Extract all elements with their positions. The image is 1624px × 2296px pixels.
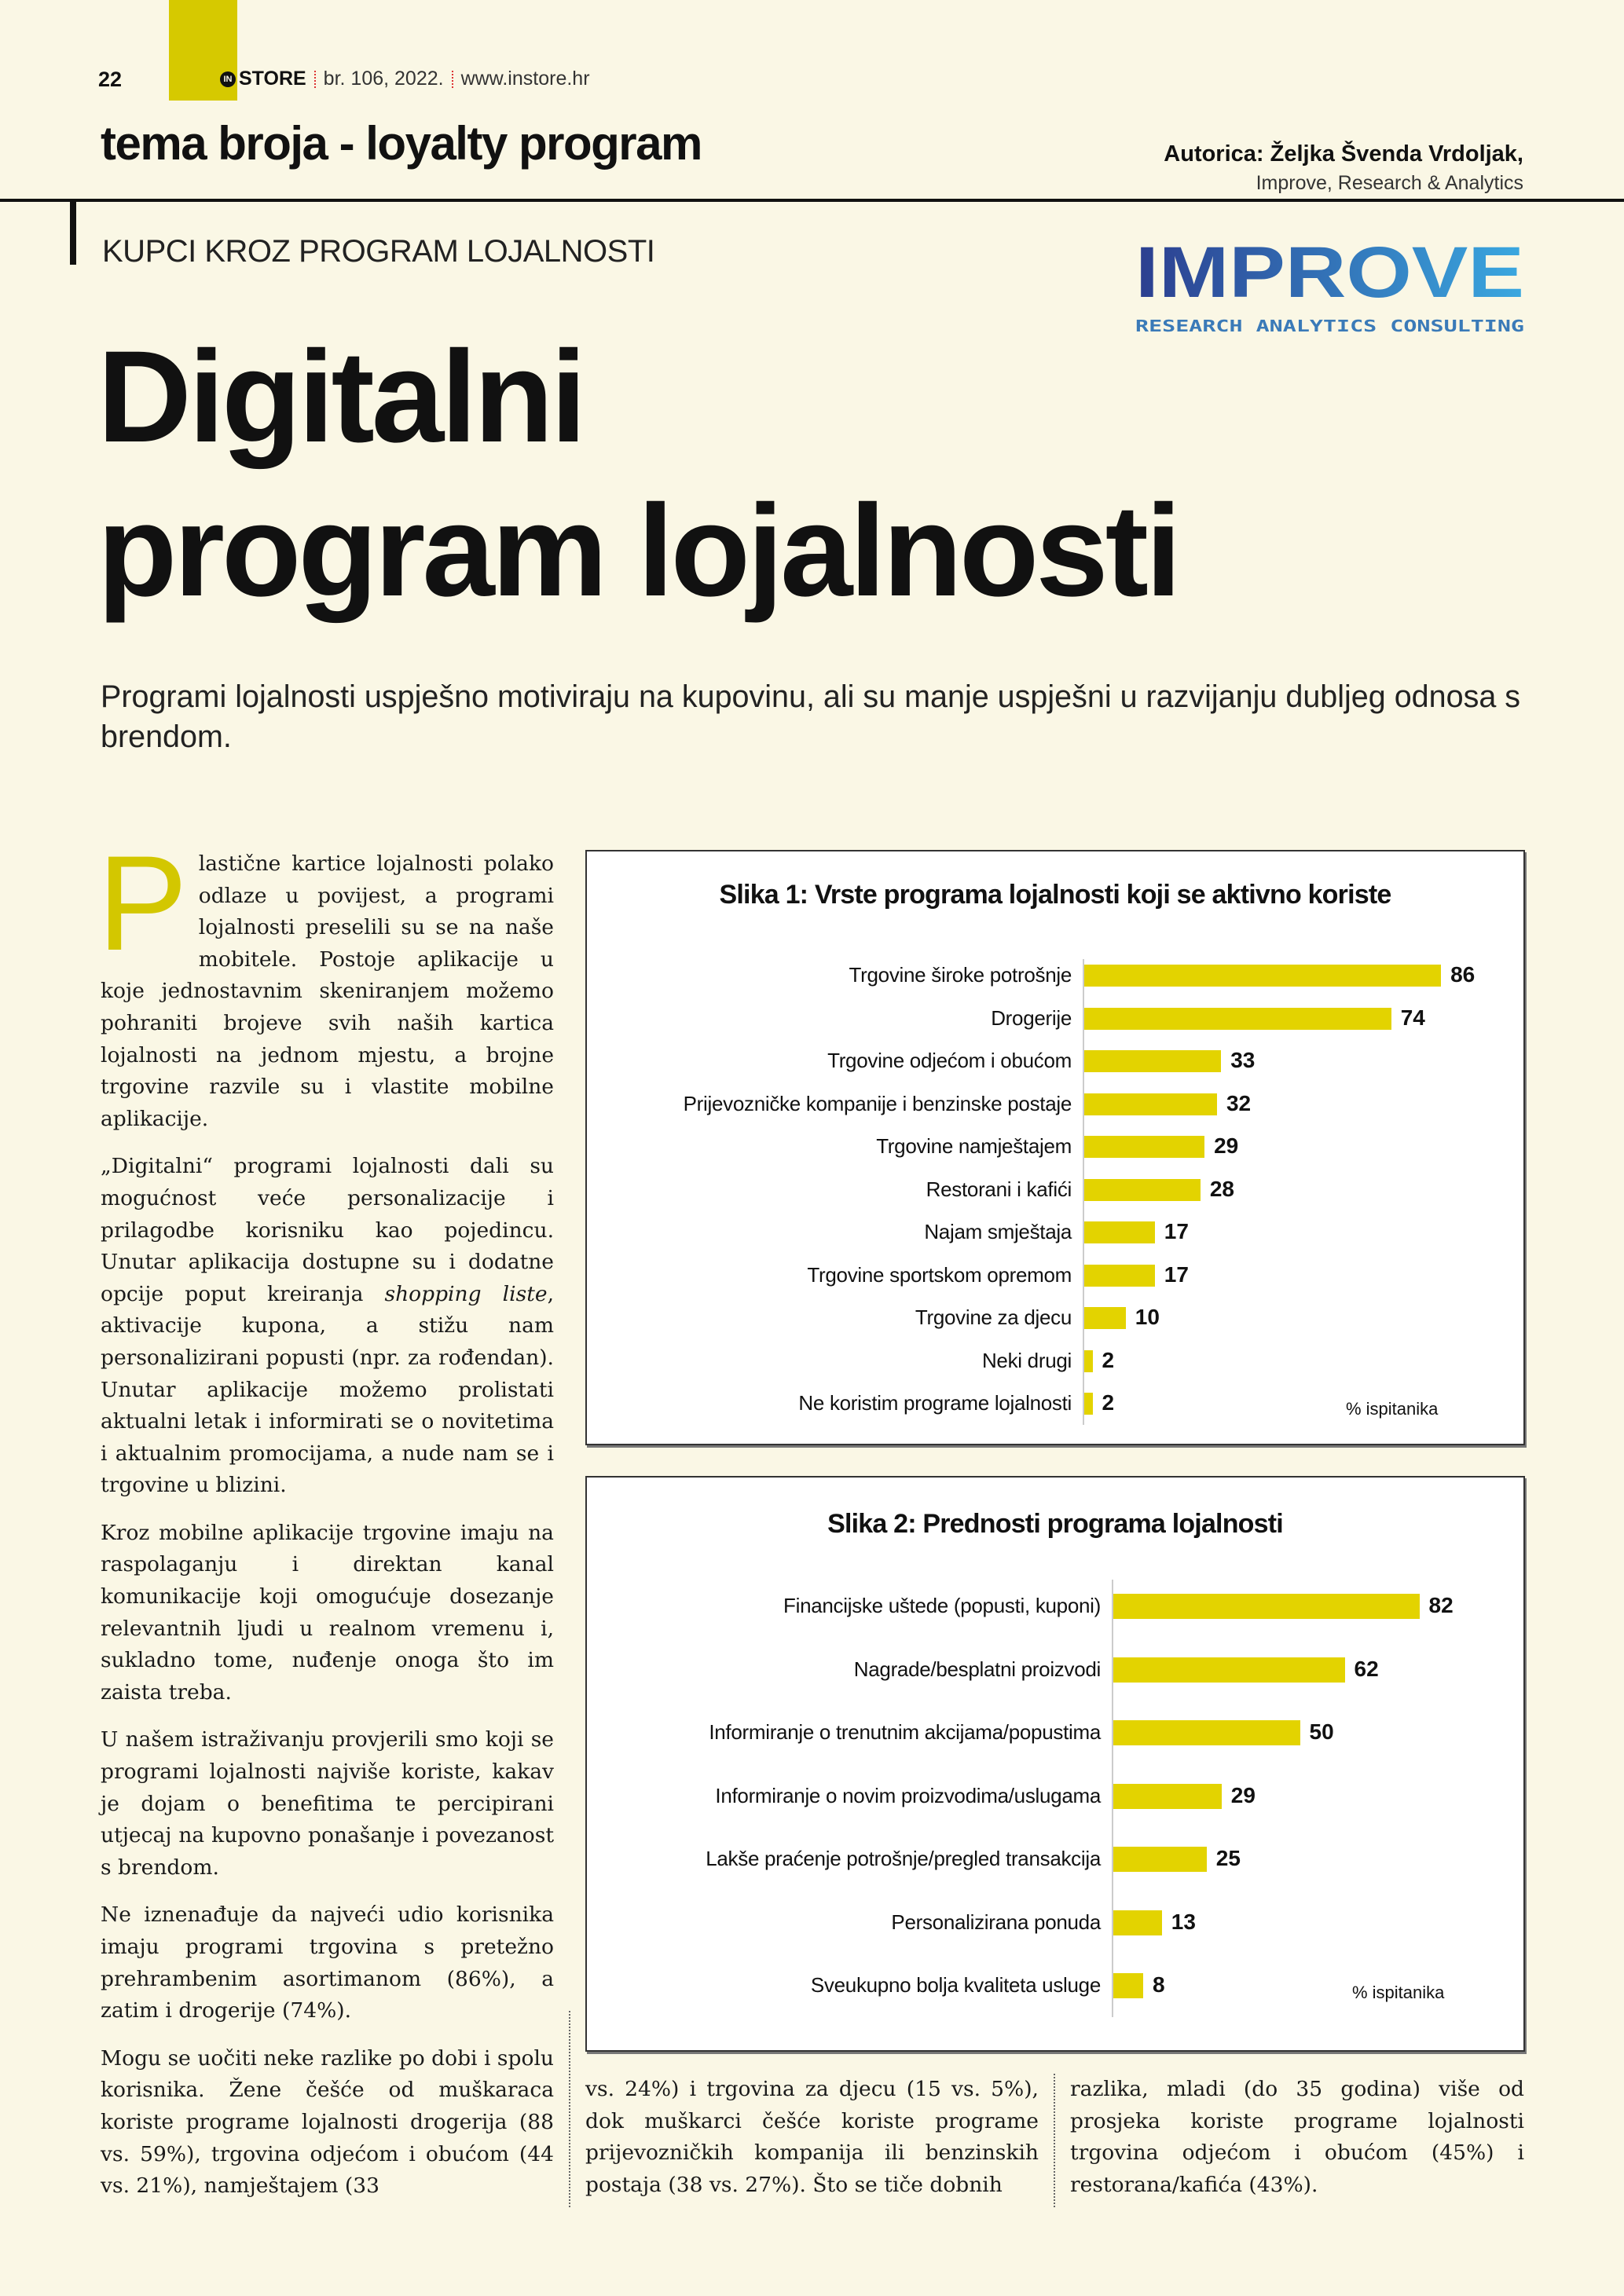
chart-title: Slika 1: Vrste programa lojalnosti koji se aktivno koriste [719, 880, 1391, 910]
website-link[interactable]: www.instore.hr [460, 68, 590, 90]
page-number: 22 [98, 68, 123, 91]
magazine-logo: IN STORE [220, 68, 306, 90]
bar [1113, 1847, 1207, 1872]
paragraph [101, 1151, 554, 1502]
column-divider [1054, 2074, 1055, 2207]
bar [1113, 1594, 1420, 1619]
section-title: tema broja - loyalty program [101, 117, 702, 170]
author-name: Autorica: Željka Švenda Vrdoljak, [1164, 141, 1523, 167]
header-rule [0, 199, 1624, 202]
bar-value: 13 [1171, 1909, 1196, 1934]
bar-value: 2 [1102, 1390, 1115, 1415]
bar [1113, 1657, 1345, 1683]
bar [1084, 1350, 1093, 1372]
svg-text:RESEARCH ANALYTICS CONSULTIN: RESEARCH ANALYTICS CONSULTING [1135, 317, 1524, 335]
paragraph [97, 828, 554, 1135]
bar-label: Financijske uštede (popusti, kuponi) [783, 1594, 1101, 1617]
bar [1084, 1393, 1093, 1415]
headline-line-2: program lojalnosti [97, 478, 1179, 624]
text-column-2 [585, 2074, 1039, 2217]
bar-label: Drogerije [991, 1005, 1072, 1030]
improve-logo [1135, 231, 1524, 335]
text-column-1 [97, 828, 554, 2218]
paragraph-text: lastične kartice lojalnosti polako odlaze u povijest, a programi lojalnosti preselili su se na naše mobitele. Postoje aplikacije u koje jednostavnim skeniranjem možemo pohraniti brojeve svih naših kartica lojalnosti na jednom mjestu, a brojne trgovine razvile su i vlastite mobilne aplikacije. [101, 851, 554, 1131]
paragraph: U našem istraživanju provjerili smo koji se programi lojalnosti najviše koriste, kakav je dojam o benefitima te percipirani utjecaj na kupovno ponašanje i povezanost s brendom. [101, 1727, 554, 1880]
author-block [1164, 141, 1523, 195]
bar-label: Prijevozničke kompanije i benzinske postaje [683, 1091, 1072, 1115]
bar-label: Ne koristim programe lojalnosti [798, 1391, 1072, 1415]
chart-1 [585, 850, 1525, 1445]
text-column-3 [1070, 2074, 1524, 2217]
column-divider [569, 2011, 570, 2207]
bar-value: 32 [1226, 1090, 1252, 1115]
paragraph: vs. 24%) i trgovina za djecu (15 vs. 5%), dok muškarci češće koriste programe prijevozničkih kompanija ili benzinskih postaja (38 vs. 27%). Što se tiče dobnih [585, 2077, 1039, 2197]
chart-2 [585, 1476, 1525, 2052]
paragraph-text: , aktivacije kupona, a stižu nam personalizirani popusti (npr. za rođendan). Unutar aplikacije možemo prolistati aktualni letak i informirati se o novitetima i aktualnim promocijama, a nude nam se i trgovine u blizini. [101, 1281, 554, 1498]
bar-label: Informiranje o trenutnim akcijama/popustima [709, 1720, 1101, 1744]
article-lede: Programi lojalnosti uspješno motiviraju na kupovinu, ali su manje uspješni u razvijanju dubljeg odnosa s brendom. [101, 679, 1521, 754]
drop-cap: P [97, 828, 188, 979]
bar [1084, 965, 1441, 987]
bar-value: 74 [1400, 1005, 1425, 1030]
bar-value: 29 [1230, 1782, 1256, 1807]
separator [452, 71, 453, 88]
bar-value: 17 [1164, 1219, 1189, 1243]
bar-label: Najam smještaja [924, 1220, 1072, 1243]
bar [1113, 1973, 1143, 1998]
issue-number: br. 106, 2022. [323, 68, 444, 90]
bar-value: 10 [1135, 1305, 1160, 1329]
bar-value: 33 [1230, 1048, 1256, 1072]
bar-label: Trgovine široke potrošnje [849, 963, 1072, 987]
bar-label: Trgovine za djecu [915, 1305, 1072, 1329]
bar-value: 29 [1214, 1133, 1239, 1158]
bar [1113, 1784, 1222, 1809]
bar-label: Informiranje o novim proizvodima/uslugama [715, 1783, 1101, 1807]
bar-label: Nagrade/besplatni proizvodi [853, 1657, 1101, 1681]
bar [1084, 1307, 1126, 1329]
bar [1113, 1720, 1300, 1745]
kicker-bar [70, 202, 76, 265]
in-circle-icon: IN [220, 71, 236, 87]
separator [314, 71, 316, 88]
masthead [220, 68, 590, 90]
bar [1084, 1008, 1391, 1030]
bar-label: Trgovine namještajem [876, 1134, 1072, 1158]
bar-label: Restorani i kafići [926, 1177, 1072, 1201]
bar-value: 82 [1428, 1593, 1454, 1617]
bar-label: Sveukupno bolja kvaliteta usluge [810, 1973, 1101, 1997]
bar [1084, 1265, 1155, 1287]
bar-label: Trgovine sportskom opremom [807, 1262, 1072, 1287]
bar-value: 8 [1153, 1972, 1165, 1997]
bar-value: 62 [1354, 1656, 1379, 1681]
bar [1084, 1093, 1217, 1115]
bar-value: 17 [1164, 1262, 1189, 1287]
bar [1084, 1050, 1221, 1072]
bar-value: 28 [1209, 1176, 1234, 1201]
author-org: Improve, Research & Analytics [1256, 172, 1523, 194]
bar-label: Trgovine odjećom i obućom [827, 1049, 1072, 1072]
unit-label: % ispitanika [1352, 1983, 1445, 2002]
bar [1084, 1136, 1204, 1158]
bar-value: 50 [1309, 1719, 1334, 1744]
bar-value: 86 [1450, 962, 1476, 987]
bar-value: 25 [1215, 1846, 1241, 1870]
bar [1084, 1179, 1201, 1201]
bar-label: Personalizirana ponuda [891, 1910, 1101, 1934]
bar-label: Lakše praćenje potrošnje/pregled transakcija [706, 1847, 1101, 1870]
bar-label: Neki drugi [981, 1348, 1072, 1372]
paragraph: razlika, mladi (do 35 godina) više od prosjeka koriste programe lojalnosti trgovina odjećom i obućom (45%) i restorana/kafića (43%). [1070, 2077, 1524, 2197]
kicker: KUPCI KROZ PROGRAM LOJALNOSTI [102, 234, 655, 269]
italic-text: shopping liste [384, 1281, 548, 1306]
article-headline [97, 320, 1179, 628]
paragraph: Ne iznenađuje da najveći udio korisnika imaju programi trgovina s pretežno prehrambenim asortimanom (86%), a zatim i drogerije (74%). [101, 1902, 554, 2023]
paragraph-text: „Digitalni“ programi lojalnosti dali su mogućnost veće personalizacije i prilagodbe korisniku kao pojedincu. Unutar aplikacija dostupne su i dodatne opcije poput kreiranja [101, 1154, 554, 1306]
unit-label: % ispitanika [1346, 1399, 1439, 1419]
svg-text:IMPROVE: IMPROVE [1135, 233, 1524, 313]
bar [1084, 1221, 1155, 1243]
paragraph: Mogu se uočiti neke razlike po dobi i spolu korisnika. Žene češće od muškaraca koriste programe lojalnosti drogerija (88 vs. 59%), trgovina odjećom i obućom (44 vs. 21%), namještajem (33 [101, 2045, 554, 2199]
bar [1113, 1910, 1162, 1935]
paragraph: Kroz mobilne aplikacije trgovine imaju na raspolaganju i direktan kanal komunikacije koji omogućuje dosezanje relevantnih ljudi u realnom vremenu i, sukladno tome, nuđenje onoga što im zaista treba. [101, 1520, 554, 1705]
bar-value: 2 [1102, 1347, 1115, 1372]
headline-line-1: Digitalni [97, 324, 584, 470]
chart-title: Slika 2: Prednosti programa lojalnosti [827, 1509, 1283, 1539]
